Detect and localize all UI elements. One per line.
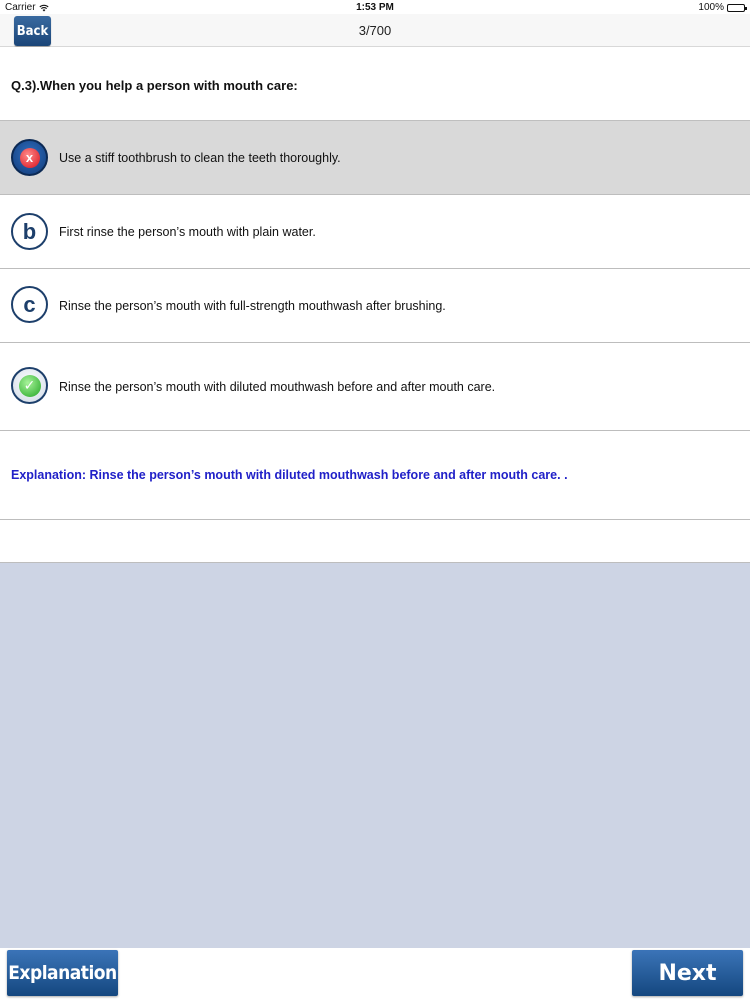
- option-b[interactable]: [0, 195, 750, 269]
- option-d-text: Rinse the person’s mouth with diluted mouthwash before and after mouth care.: [59, 380, 496, 394]
- question-row: [0, 47, 750, 121]
- wrong-answer-icon: x: [11, 139, 48, 176]
- battery-indicator: [698, 2, 745, 13]
- back-button[interactable]: Back: [14, 16, 51, 46]
- option-a[interactable]: [0, 121, 750, 195]
- option-c[interactable]: [0, 269, 750, 343]
- bottom-toolbar: [0, 948, 750, 1000]
- status-bar: [0, 0, 750, 14]
- question-text: Q.3).When you help a person with mouth care:: [11, 78, 298, 93]
- option-b-text: First rinse the person’s mouth with plain water.: [59, 225, 316, 239]
- explanation-text: Explanation: Rinse the person’s mouth with diluted mouthwash before and after mouth care. .: [11, 468, 568, 482]
- next-button[interactable]: Next: [632, 950, 743, 996]
- clock: 1:53 PM: [356, 2, 394, 13]
- correct-answer-icon: ✓: [11, 367, 48, 404]
- option-d[interactable]: [0, 343, 750, 431]
- option-c-text: Rinse the person’s mouth with full-strength mouthwash after brushing.: [59, 299, 446, 313]
- navigation-bar: [0, 14, 750, 47]
- empty-row: [0, 520, 750, 563]
- letter-c-icon: c: [11, 286, 48, 323]
- explanation-row: [0, 431, 750, 520]
- carrier-label: Carrier: [5, 2, 36, 13]
- content-background: [0, 563, 750, 948]
- battery-percentage: 100%: [698, 2, 724, 13]
- question-progress: 3/700: [358, 23, 392, 38]
- battery-icon: [727, 4, 745, 12]
- letter-b-icon: b: [11, 213, 48, 250]
- explanation-button[interactable]: Explanation: [7, 950, 118, 996]
- option-a-text: Use a stiff toothbrush to clean the teeth thoroughly.: [59, 151, 341, 165]
